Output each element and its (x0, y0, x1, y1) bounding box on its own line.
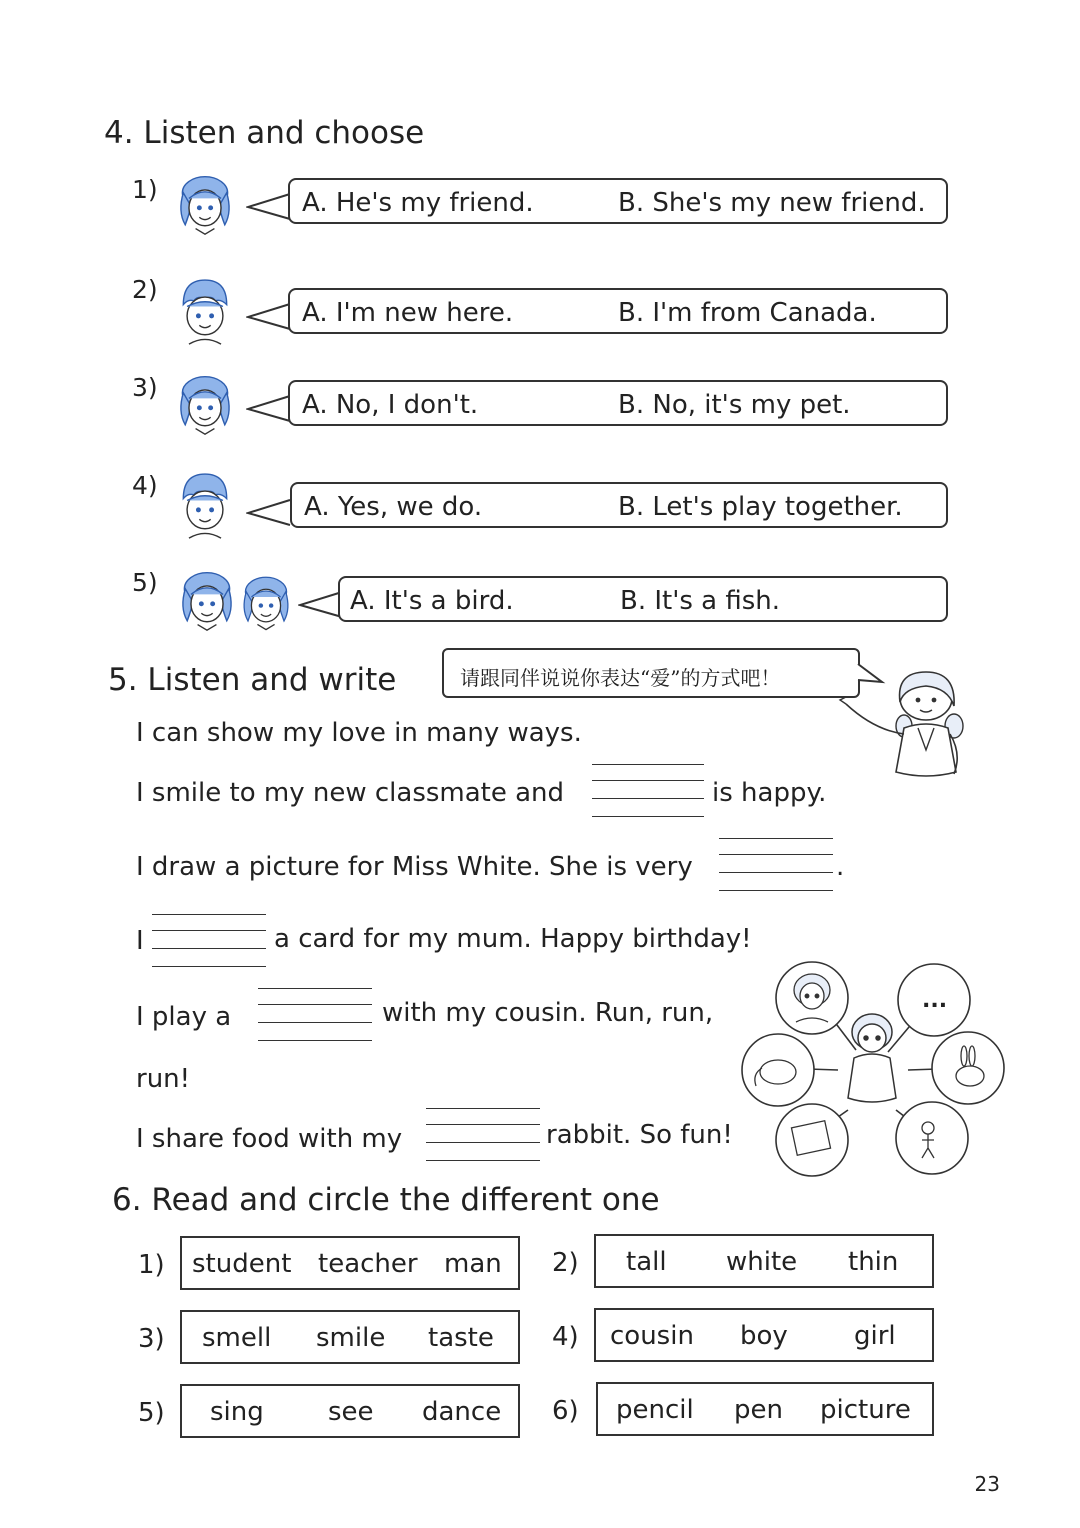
speech-tail-icon (246, 192, 292, 222)
item-number: 1) (138, 1250, 165, 1280)
text-line: I can show my love in many ways. (136, 718, 582, 748)
section-6-title: 6. Read and circle the different one (112, 1182, 660, 1218)
word-group-box (596, 1382, 934, 1436)
word-group-box (594, 1308, 934, 1362)
page-number: 23 (974, 1472, 1000, 1496)
option-b[interactable]: B. I'm from Canada. (618, 298, 877, 328)
girl-pointing-illustration (838, 668, 968, 803)
girl-avatar-icon (172, 372, 238, 438)
text-line: is happy. (712, 778, 827, 808)
word-option[interactable]: picture (820, 1395, 911, 1425)
word-group-box (594, 1234, 934, 1288)
answer-bubble (338, 576, 948, 622)
answer-blank[interactable] (152, 912, 266, 968)
item-number: 3) (138, 1324, 165, 1354)
item-number: 1) (132, 175, 158, 204)
ellipsis-text: ... (922, 988, 948, 1013)
two-girls-avatar-icon (174, 566, 240, 636)
word-option[interactable]: pen (734, 1395, 783, 1425)
item-number: 3) (132, 373, 158, 402)
item-number: 4) (552, 1322, 579, 1352)
word-option[interactable]: thin (848, 1247, 899, 1277)
item-number: 6) (552, 1396, 579, 1426)
item-number: 2) (552, 1248, 579, 1278)
word-option[interactable]: man (444, 1249, 502, 1279)
chinese-speech-bubble: 请跟同伴说说你表达“爱”的方式吧！ (442, 648, 860, 698)
running-circle (896, 1102, 968, 1174)
item-number: 2) (132, 275, 158, 304)
answer-blank[interactable] (426, 1106, 540, 1162)
word-option[interactable]: boy (740, 1321, 788, 1351)
option-a[interactable]: A. I'm new here. (302, 298, 514, 328)
word-option[interactable]: smell (202, 1323, 272, 1353)
answer-bubble (288, 178, 948, 224)
word-group-box (180, 1236, 520, 1290)
text-line: I (136, 926, 144, 956)
text-line: I draw a picture for Miss White. She is very (136, 852, 693, 882)
answer-bubble (290, 482, 948, 528)
word-option[interactable]: white (726, 1247, 798, 1277)
word-option[interactable]: girl (854, 1321, 896, 1351)
word-option[interactable]: see (328, 1397, 374, 1427)
option-b[interactable]: B. It's a fish. (620, 586, 781, 616)
section-4-title: 4. Listen and choose (104, 115, 425, 151)
text-line: with my cousin. Run, run, (382, 998, 714, 1028)
option-b[interactable]: B. Let's play together. (618, 492, 903, 522)
option-b[interactable]: B. No, it's my pet. (618, 390, 851, 420)
item-number: 5) (132, 568, 158, 597)
boy-avatar-icon (172, 470, 238, 546)
word-group-box (180, 1384, 520, 1438)
word-option[interactable]: sing (210, 1397, 264, 1427)
item-number: 5) (138, 1398, 165, 1428)
option-a[interactable]: A. He's my friend. (302, 188, 534, 218)
word-group-box (180, 1310, 520, 1364)
word-option[interactable]: dance (422, 1397, 502, 1427)
word-option[interactable]: tall (626, 1247, 667, 1277)
section-5-title: 5. Listen and write (108, 662, 397, 698)
word-option[interactable]: taste (428, 1323, 494, 1353)
text-line: run! (136, 1064, 191, 1094)
item-number: 4) (132, 471, 158, 500)
option-b[interactable]: B. She's my new friend. (618, 188, 926, 218)
text-line: I share food with my (136, 1124, 403, 1154)
word-option[interactable]: student (192, 1249, 292, 1279)
word-option[interactable]: cousin (610, 1321, 694, 1351)
girl-avatar-icon (236, 572, 296, 634)
answer-bubble (288, 380, 948, 426)
word-option[interactable]: smile (316, 1323, 386, 1353)
text-line: I play a (136, 1002, 232, 1032)
answer-blank[interactable] (592, 762, 704, 818)
girl-avatar-icon (172, 172, 238, 238)
option-a[interactable]: A. Yes, we do. (304, 492, 483, 522)
option-a[interactable]: A. It's a bird. (350, 586, 514, 616)
option-a[interactable]: A. No, I don't. (302, 390, 479, 420)
boy-avatar-icon (172, 276, 238, 352)
speech-tail-icon (246, 394, 292, 424)
speech-tail-icon (246, 498, 292, 528)
text-line: a card for my mum. Happy birthday! (274, 924, 752, 954)
word-option[interactable]: teacher (318, 1249, 418, 1279)
speech-tail-icon (246, 302, 292, 332)
word-option[interactable]: pencil (616, 1395, 694, 1425)
answer-blank[interactable] (258, 986, 372, 1042)
ways-to-love-diagram (738, 960, 1008, 1180)
text-line: . (836, 852, 845, 882)
text-line: I smile to my new classmate and (136, 778, 565, 808)
answer-bubble (288, 288, 948, 334)
text-line: rabbit. So fun! (546, 1120, 733, 1150)
answer-blank[interactable] (719, 836, 833, 892)
